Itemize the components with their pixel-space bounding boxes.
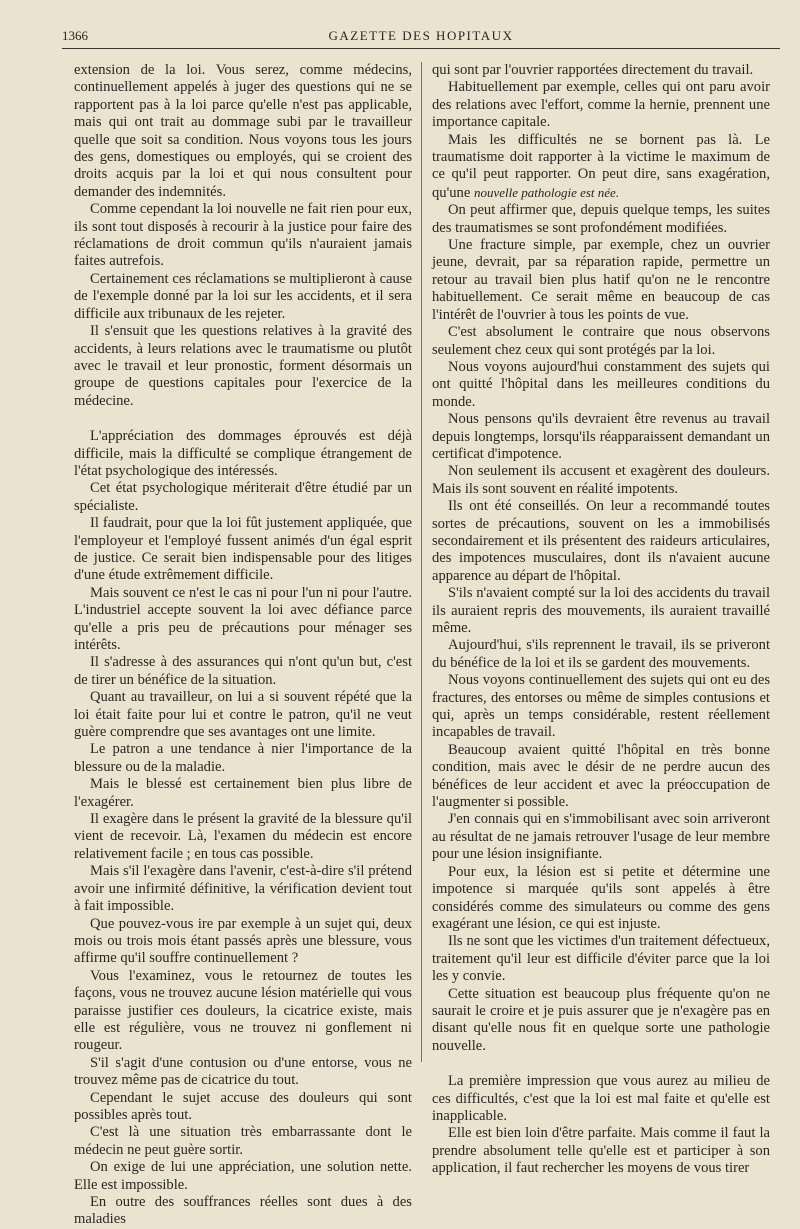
paragraph: Mais souvent ce n'est le cas ni pour l'un ni pour l'autre. L'industriel accepte souvent la loi avec défiance parce qu'elle a pris peu de précautions pour ménager ses intérêts. [74,584,412,653]
paragraph: Comme cependant la loi nouvelle ne fait rien pour eux, ils sont tout disposés à recourir à la justice pour faire des réclamations de droit commun qu'ils n'auraient jamais faites autrefois. [74,201,412,270]
paragraph [432,132,770,203]
paragraph: Mais s'il l'exagère dans l'avenir, c'est-à-dire s'il prétend avoir une infirmité définitive, la vérification devient tout à fait impossible. [74,863,412,915]
paragraph: qui sont par l'ouvrier rapportées directement du travail. [432,62,754,78]
left-column [74,62,412,1229]
right-column [432,62,770,1178]
paragraph: Il faudrait, pour que la loi fût justement appliquée, que l'employeur et l'employé fussent animés d'un égal esprit de justice. Ce serait bien indispensable pour des litiges d'une étude extrêmement difficile. [74,515,412,584]
paragraph: S'ils n'avaient compté sur la loi des accidents du travail ils auraient repris des mouvements, ils auraient travaillé même. [432,585,770,636]
paragraph-text: Mais les difficultés ne se bornent pas là. Le traumatisme doit rapporter à la victime le maximum de ce qu'il peut rapporter. On peut dire, sans exagération, qu'une [432,131,770,201]
column-divider [421,62,422,1062]
paragraph: Il s'adresse à des assurances qui n'ont qu'un but, c'est de tirer un bénéfice de la situation. [74,654,412,688]
paragraph: Vous l'examinez, vous le retournez de toutes les façons, vous ne trouvez aucune lésion matérielle qui vous paraisse justifier ces douleurs, la cicatrice existe, mais elle est régulière, vous ne trouvez ni gonflement ni rougeur. [74,967,412,1054]
paragraph: Ils ne sont que les victimes d'un traitement défectueux, traitement qu'il leur est difficile d'éviter parce que la loi les y convie. [432,933,770,985]
paragraph: Non seulement ils accusent et exagèrent des douleurs. Mais ils sont souvent en réalité impotents. [432,463,770,497]
paragraph: Que pouvez-vous ire par exemple à un sujet qui, deux mois ou trois mois étant passés après une blessure, vous affirme qu'il souffre continuellement ? [74,915,412,967]
article-columns [74,62,774,1228]
paragraph: Elle est bien loin d'être parfaite. Mais comme il faut la prendre absolument telle qu'elle est et participer à son application, il faut rechercher les moyens de vous tirer [432,1125,770,1177]
paragraph: Pour eux, la lésion est si petite et détermine une impotence si marquée qu'ils sont appelés à être considérés comme des simulateurs ou comme des gens exagérant une lésion, ce qui est injuste. [432,863,770,932]
paragraph: Certainement ces réclamations se multiplieront à cause de l'exemple donné par la loi sur les accidents, et il sera difficile aux tribunaux de les rejeter. [74,270,412,322]
paragraph: Le patron a une tendance à nier l'importance de la blessure ou de la maladie. [74,741,412,775]
paragraph: Il exagère dans le présent la gravité de la blessure qu'il vient de recevoir. Là, l'examen du médecin est encore relativement facile ; en tous cas possible. [74,811,412,862]
paragraph: On exige de lui une appréciation, une solution nette. Elle est impossible. [74,1159,412,1193]
paragraph: J'en connais qui en s'immobilisant avec soin arriveront au résultat de ne jamais retrouver l'usage de leur membre pour une lésion insignifiante. [432,811,770,863]
italic-phrase: nouvelle pathologie est née. [473,184,620,200]
paragraph: Cependant le sujet accuse des douleurs qui sont possibles après tout. [74,1089,412,1123]
paragraph: extension de la loi. Vous serez, comme médecins, continuellement appelés à juger des questions qui ne se rapportent pas à la loi parce qu'elle n'est pas applicable, mais qui ont trait au dommage subi par le travailleur quelle que soit sa condition. Nous voyons tous les jours des gens, domestiques ou employés, qui se croient des droits acquis par la loi et qui nous consultent pour demander des indemnités. [74,62,412,200]
paragraph: Une fracture simple, par exemple, chez un ouvrier jeune, devrait, par sa réparation rapide, permettre un retour au travail bien plus hatif qu'on ne le rencontre habituellement. Ce serait même en beaucoup de cas l'intérêt de l'ouvrier à tous les points de vue. [432,237,770,323]
page-header [62,26,780,49]
paragraph: Il s'ensuit que les questions relatives à la gravité des accidents, à leurs relations avec le traumatisme ou plutôt avec le travail et leur pronostic, forment désormais un groupe de questions capitales pour l'exercice de la médecine. [74,323,412,409]
paragraph: Nous voyons aujourd'hui constamment des sujets qui ont quitté l'hôpital dans les meilleures conditions du monde. [432,358,770,410]
page-number: 1366 [62,28,88,43]
paragraph: Cette situation est beaucoup plus fréquente qu'on ne saurait le croire et je puis assurer que je n'exagère pas en disant qu'elle nous fit en quelque sorte une pathologie nouvelle. [432,985,770,1054]
paragraph: C'est là une situation très embarrassante dont le médecin ne peut guère sortir. [74,1124,412,1158]
paragraph: On peut affirmer que, depuis quelque temps, les suites des traumatismes se sont profondément modifiées. [432,202,770,236]
paragraph: Habituellement par exemple, celles qui ont paru avoir des relations avec l'effort, comme la hernie, prennent une importance capitale. [432,79,770,131]
paragraph: Beaucoup avaient quitté l'hôpital en très bonne condition, mais avec le désir de ne perdre aucun des bénéfices de leur accident et avec la préoccupation de l'augmenter si possible. [432,741,770,811]
paragraph: Aujourd'hui, s'ils reprennent le travail, ils se priveront du bénéfice de la loi et ils se gardent des mouvements. [432,637,770,671]
paragraph: Ils ont été conseillés. On leur a recommandé toutes sortes de précautions, souvent on les a immobilisés secondairement et ils présentent des raideurs articulaires, des impotences musculaires, dont ils n'avaient aucune apparence au départ de l'hôpital. [432,498,770,584]
paragraph: Nous voyons continuellement des sujets qui ont eu des fractures, des entorses ou même de simples contusions et qui, après un temps considérable, restent réellement incapables de travail. [432,672,770,741]
paragraph: La première impression que vous aurez au milieu de ces difficultés, c'est que la loi est mal faite et qu'elle est inapplicable. [432,1073,770,1124]
paragraph: Mais le blessé est certainement bien plus libre de l'exagérer. [74,776,412,810]
paragraph: Cet état psychologique mériterait d'être étudié par un spécialiste. [74,480,412,514]
paragraph: Nous pensons qu'ils devraient être revenus au travail depuis longtemps, lorsqu'ils réapparaissent demandant un certificat d'impotence. [432,411,770,462]
journal-title: GAZETTE DES HOPITAUX [328,28,514,43]
paragraph: C'est absolument le contraire que nous observons seulement chez ceux qui sont protégés par la loi. [432,324,770,358]
paragraph: En outre des souffrances réelles sont dues à des maladies [74,1194,412,1228]
paragraph: L'appréciation des dommages éprouvés est déjà difficile, mais la difficulté se complique étrangement de l'état psychologique des intéressés. [74,428,412,479]
paragraph: S'il s'agit d'une contusion ou d'une entorse, vous ne trouvez même pas de cicatrice du tout. [74,1054,412,1089]
paragraph: Quant au travailleur, on lui a si souvent répété que la loi était faite pour lui et contre le patron, qu'il ne veut guère comprendre que ses avantages ont une limite. [74,689,412,741]
